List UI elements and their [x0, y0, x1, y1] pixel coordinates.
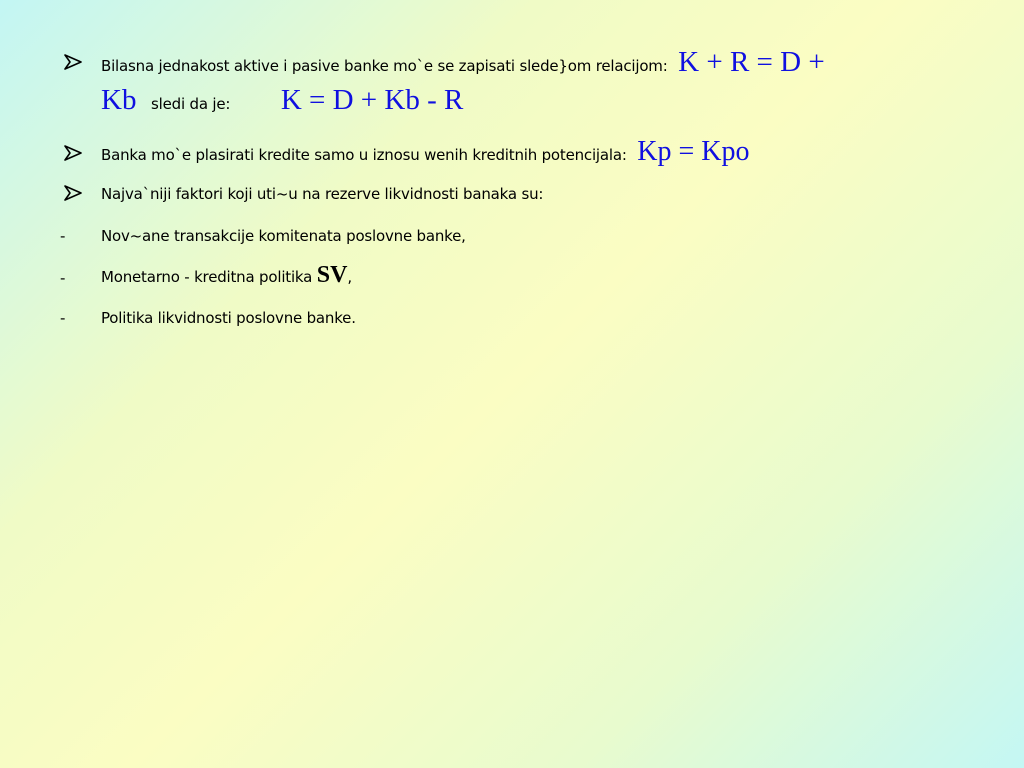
arrowhead-bullet-icon [64, 54, 82, 70]
dash-item-3 [101, 309, 356, 327]
dash-marker: - [60, 227, 66, 245]
dash-item-2-suffix: , [347, 268, 352, 286]
dash-item-1-text: Nov~ane transakcije komitenata poslovne banke, [101, 227, 466, 245]
bullet-3-line [101, 185, 543, 203]
derived-equation-formula: K = D + Kb - R [280, 84, 464, 116]
dash-item-3-text: Politika likvidnosti poslovne banke. [101, 309, 356, 327]
balance-equation-formula-continued: Kb [101, 84, 137, 116]
dash-marker: - [60, 269, 66, 287]
dash-item-2 [101, 262, 352, 289]
credit-potential-formula: Kp = Kpo [637, 136, 750, 167]
balance-equation-formula: K + R = D + [678, 46, 825, 78]
bullet-2-text: Banka mo`e plasirati kredite samo u iznosu wenih kreditnih potencijala: [101, 146, 627, 164]
arrowhead-bullet-icon [64, 145, 82, 161]
dash-marker: - [60, 309, 66, 327]
bullet-1-text-2: sledi da je: [151, 95, 231, 113]
bullet-3-text: Najva`niji faktori koji uti~u na rezerve likvidnosti banaka su: [101, 185, 544, 203]
dash-item-2-text: Monetarno - kreditna politika [101, 268, 313, 286]
bullet-2-line [101, 136, 750, 168]
dash-item-2-emphasis: SV [316, 262, 348, 288]
bullet-1-line-1 [101, 46, 825, 79]
arrowhead-bullet-icon [64, 185, 82, 201]
bullet-1-text: Bilasna jednakost aktive i pasive banke mo`e se zapisati slede}om relacijom: [101, 57, 668, 75]
bullet-1-line-2 [101, 84, 463, 117]
dash-item-1 [101, 227, 466, 245]
